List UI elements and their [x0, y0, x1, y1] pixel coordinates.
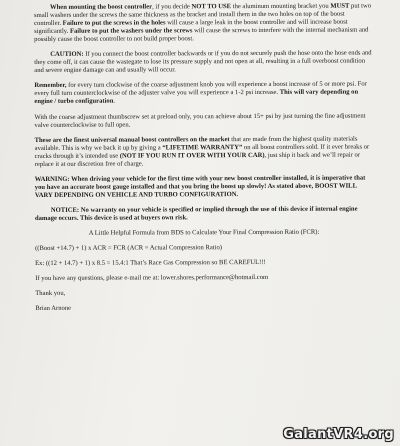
instruction-document	[34, 3, 373, 321]
site-watermark: GalantVR4.org	[283, 427, 394, 442]
adjustment-paragraph: With the coarse adjustment thumbscrew set at preload only, you can achieve about 15+ psi by just turning the fine adjustment valve counterclockwise to full open.	[34, 112, 366, 129]
formula-intro: A Little Helpful Formula from BDS to Calculate Your Final Compression Ratio (FCR):	[88, 228, 320, 237]
signature-name: Brian Arnone	[35, 305, 72, 313]
mounting-paragraph: When mounting the boost controller, if you decide NOT TO USE the aluminum mounting bracket you MUST put two small washers under the screws the same thickness as the bracket and install them in the two holes on top of the boost controller. Failure to put the screws in the holes will cause a large leak in the boost controller and will increase boost significantly. Failure to put the washers under the screws will cause the screws to interfere with the internal mechanism and possibly cause the boost controller to not build proper boost.	[34, 2, 372, 44]
remember-paragraph: Remember, for every turn clockwise of the coarse adjustment knob you will experience a boost increase of 5 or more psi. For every full turn counterclockwise of the adjuster valve you will experience a 1-2 psi increase. This will vary depending on engine / turbo configuration.	[34, 80, 367, 106]
warranty-paragraph: These are the finest universal manual boost controllers on the market that are made from the highest quality materials available. This is why we back it up by giving a “LIFETIME WARRANTY” on all boost controllers sold. If it ever breaks or cracks through it’s intended use (NOT IF YOU RUN IT OVER WITH YOUR CAR), just ship it back and we’ll repair or replace it at our discretion free of charge.	[34, 135, 370, 168]
formula-line: ((Boost +14.7) + 1) x ACR = FCR (ACR = Actual Compression Ratio)	[35, 244, 222, 253]
notice-paragraph: NOTICE: No warranty on your vehicle is specified or implied through the use of this device if internal engine damage occurs. This device is used at buyers own risk.	[34, 205, 358, 222]
thanks-line: Thank you,	[35, 290, 66, 298]
contact-line: If you have any questions, please e-mail me at: lower.shores.performance@hotmail.com	[35, 274, 269, 283]
caution-paragraph: CAUTION: If you connect the boost controller backwards or if you do not securely push the hose onto the hose ends and they come off, it can cause the wastegate to lose its pressure supply and not open at all, resulting in a full overboost condition and severe engine damage can and usually will occur.	[34, 49, 372, 75]
warning-paragraph: WARNING: When driving your vehicle for the first time with your new boost controller installed, it is imperative that you have an accurate boost gauge installed and that you bring the boost up slowly! As stated above, BOOST WILL VARY DEPENDING ON VEHICLE AND TURBO CONFIGURATION.	[34, 174, 366, 199]
formula-example: Ex: ((12 + 14.7) + 1) x 8.5 = 15.4:1 That’s Race Gas Compression so BE CAREFUL!!!	[35, 259, 266, 268]
